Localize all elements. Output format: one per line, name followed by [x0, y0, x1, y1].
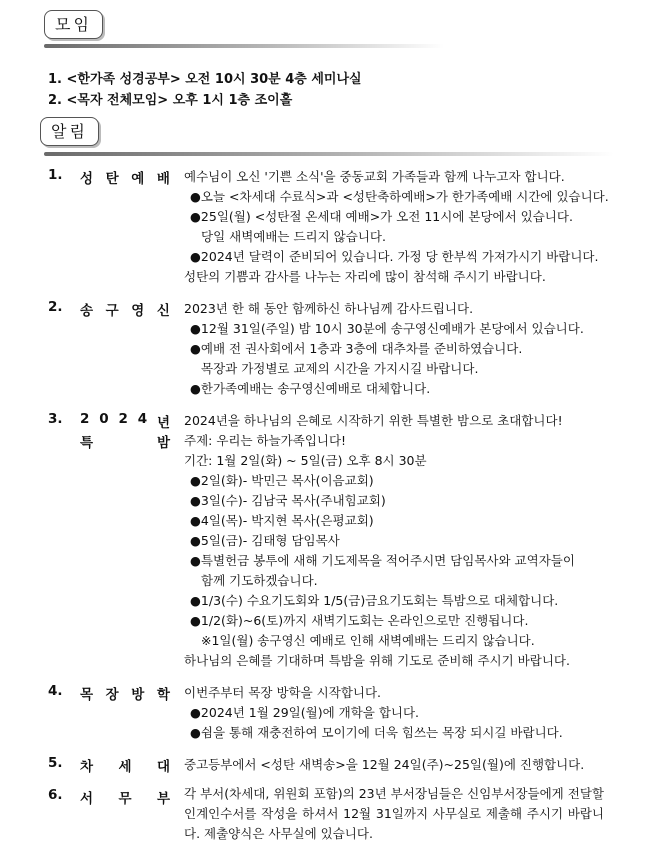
section-number: 4.	[48, 683, 63, 699]
section-line: 기간: 1월 2일(화) ~ 5일(금) 오후 8시 30분	[184, 453, 427, 468]
section-line: 하나님의 은혜를 기대하며 특밤을 위해 기도로 준비해 주시기 바랍니다.	[184, 653, 570, 668]
section-line: 함께 기도하겠습니다.	[201, 573, 318, 588]
section-line: 예수님이 오신 '기쁜 소식'을 중동교회 가족들과 함께 나누고자 합니다.	[184, 169, 565, 184]
bullet-line: ●오늘 <차세대 수료식>과 <성탄축하예배>가 한가족예배 시간에 있습니다.	[190, 189, 609, 204]
meeting-item: 2. <목자 전체모임> 오후 1시 1층 조이홀	[48, 93, 293, 108]
section-title-admin-office: 서 무 부	[80, 791, 170, 807]
bullet-line: ●1/2(화)~6(토)까지 새벽기도회는 온라인으로만 진행됩니다.	[190, 613, 529, 628]
section-title-special-night: 특 밤	[80, 435, 170, 451]
bullet-line: ●2일(화)- 박민근 목사(이음교회)	[190, 473, 374, 488]
section-title-cell-break: 목 장 방 학	[80, 687, 170, 703]
section-line: 주제: 우리는 하늘가족입니다!	[184, 433, 347, 448]
section-number: 5.	[48, 755, 63, 771]
section-paragraph: 각 부서(차세대, 위원회 포함)의 23년 부서장님들은 신임부서장들에게 전달할 인계인수서를 작성을 하셔서 12월 31일까지 사무실로 제출해 주시기 바랍니다. 제출양식은 사무실에 있습니다.	[184, 786, 604, 841]
section-line: 2023년 한 해 동안 함께하신 하나님께 감사드립니다.	[184, 301, 474, 316]
section-number: 6.	[48, 787, 63, 803]
section-line: 목장과 가정별로 교제의 시간을 가지시길 바랍니다.	[201, 361, 479, 376]
meeting-badge: 모임	[44, 10, 103, 39]
notice-divider	[44, 152, 614, 156]
section-line: 성탄의 기쁨과 감사를 나누는 자리에 많이 참석해 주시기 바랍니다.	[184, 269, 546, 284]
section-title-new-year-eve: 송 구 영 신	[80, 303, 170, 319]
section-number: 2.	[48, 299, 63, 315]
meeting-divider	[44, 44, 444, 48]
bullet-line: ●1/3(수) 수요기도회와 1/5(금)금요기도회는 특밤으로 대체합니다.	[190, 593, 559, 608]
section-title-2024: 2 0 2 4 년	[80, 411, 170, 431]
bullet-line: ●특별헌금 봉투에 새해 기도제목을 적어주시면 담임목사와 교역자들이	[190, 553, 575, 568]
section-title-next-gen: 차 세 대	[80, 759, 170, 775]
section-number: 3.	[48, 411, 63, 427]
bullet-line: ●쉼을 통해 재충전하여 모이기에 더욱 힘쓰는 목장 되시길 바랍니다.	[190, 725, 563, 740]
section-line: 당일 새벽예배는 드리지 않습니다.	[201, 229, 386, 244]
note-line: ※1일(월) 송구영신 예배로 인해 새벽예배는 드리지 않습니다.	[201, 633, 535, 648]
bullet-line: ●3일(수)- 김남국 목사(주내힘교회)	[190, 493, 386, 508]
bullet-line: ●4일(목)- 박지현 목사(은평교회)	[190, 513, 374, 528]
section-line: 중고등부에서 <성탄 새벽송>을 12월 24일(주)~25일(월)에 진행합니다.	[184, 757, 585, 772]
section-number: 1.	[48, 167, 63, 183]
bullet-line: ●12월 31일(주일) 밤 10시 30분에 송구영신예배가 본당에서 있습니다.	[190, 321, 584, 336]
bullet-line: ●예배 전 권사회에서 1층과 3층에 대추차를 준비하였습니다.	[190, 341, 523, 356]
bullet-line: ●2024년 달력이 준비되어 있습니다. 가정 당 한부씩 가져가시기 바랍니다.	[190, 249, 599, 264]
meeting-item: 1. <한가족 성경공부> 오전 10시 30분 4층 세미나실	[48, 72, 362, 87]
bullet-line: ●5일(금)- 김태형 담임목사	[190, 533, 340, 548]
section-line: 이번주부터 목장 방학을 시작합니다.	[184, 685, 382, 700]
section-title-christmas-service: 성 탄 예 배	[80, 171, 170, 187]
bullet-line: ●25일(월) <성탄절 온세대 예배>가 오전 11시에 본당에서 있습니다.	[190, 209, 573, 224]
notice-badge: 알림	[40, 117, 99, 146]
bullet-line: ●2024년 1월 29일(월)에 개학을 합니다.	[190, 705, 420, 720]
section-line: 2024년을 하나님의 은혜로 시작하기 위한 특별한 밤으로 초대합니다!	[184, 413, 563, 428]
bullet-line: ●한가족예배는 송구영신예배로 대체합니다.	[190, 381, 431, 396]
